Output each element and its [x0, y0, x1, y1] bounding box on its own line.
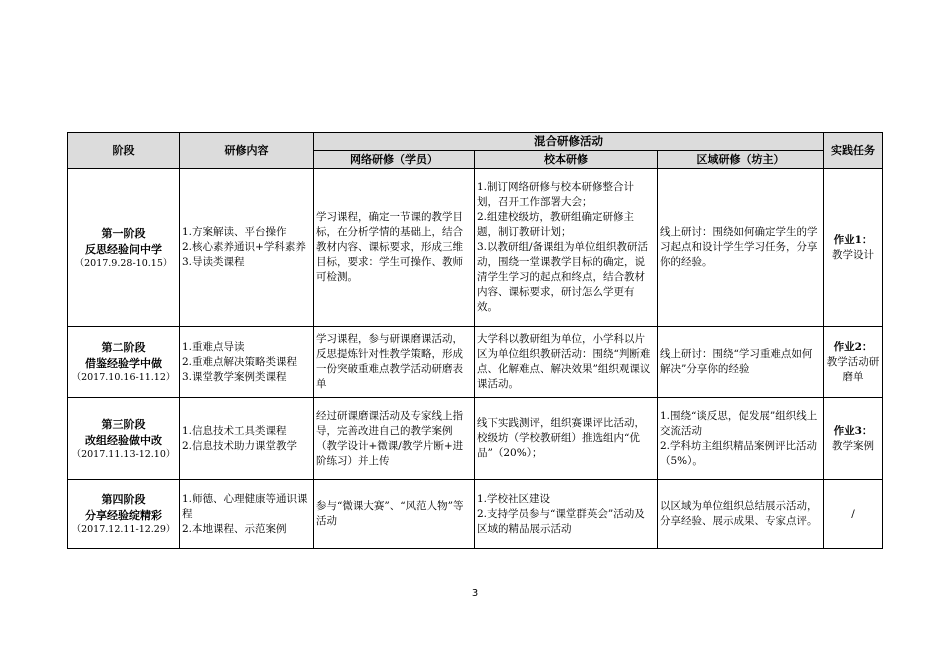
content-cell — [180, 169, 314, 327]
content-line: 1.方案解读、平台操作 — [182, 226, 287, 238]
header-content: 研修内容 — [180, 133, 314, 169]
task-name: / — [851, 507, 855, 520]
header-practice-task: 实践任务 — [824, 133, 883, 169]
page-number: 3 — [471, 588, 479, 599]
content-line: 2.本地课程、示范案例 — [182, 522, 287, 535]
stage-cell — [68, 398, 180, 480]
content-line: 2.核心素养通识+学科素养 — [182, 241, 306, 253]
stage-title: 第四阶段 — [101, 493, 146, 506]
online-cell: 学习课程，参与研课磨课活动，反思提炼针对性教学策略，形成一份突破重难点教学活动研磨表单 — [314, 327, 475, 398]
stage-title: 第二阶段 — [101, 341, 146, 354]
stage-title: 第三阶段 — [101, 417, 146, 431]
region-cell: 1.围绕“谈反思，促发展”组织线上交流活动 2.学科坊主组织精品案例评比活动（5%）。 — [658, 398, 824, 480]
school-line: 1.制订网络研修与校本研修整合计划，召开工作部署大会； — [477, 181, 635, 208]
content-cell — [180, 398, 314, 480]
header-online-training: 网络研修（学员） — [314, 151, 475, 169]
table-row — [68, 398, 883, 480]
online-cell: 学习课程，确定一节课的教学目标，在分析学情的基础上，结合教材内容、课标要求，形成三维目标，要求：学生可操作、教师可检测。 — [314, 169, 475, 327]
task-cell — [824, 169, 883, 327]
content-line: 1.信息技术工具类课程 — [182, 424, 287, 437]
header-school-training: 校本研修 — [475, 151, 658, 169]
table-row — [68, 327, 883, 398]
school-line: 2.组建校级坊，教研组确定研修主题，制订教研计划； — [477, 211, 635, 238]
stage-date: （2017.11.13-12.10） — [71, 448, 176, 460]
region-cell: 线上研讨：围绕“学习重难点如何解决”分享你的经验 — [658, 327, 824, 398]
header-stage: 阶段 — [68, 133, 180, 169]
content-line: 1.重难点导读 — [182, 340, 245, 353]
task-label: 作业2： — [833, 340, 873, 353]
school-line: 3.以教研组/备课组为单位组织教研活动，围绕一堂课教学目标的确定，说清学生学习的起点和终点，结合教材内容、课标要求，研讨怎么学更有效。 — [477, 241, 649, 313]
task-label: 作业1： — [833, 233, 873, 246]
task-name: 教学案例 — [832, 439, 875, 452]
stage-date: （2017.9.28-10.15） — [74, 257, 173, 269]
content-line: 2.重难点解决策略类课程 — [182, 355, 298, 368]
task-label: 作业3： — [833, 424, 873, 437]
stage-subtitle: 改组经验做中改 — [85, 433, 162, 447]
stage-subtitle: 借鉴经验学中做 — [85, 357, 162, 370]
school-cell — [475, 327, 658, 398]
stage-cell — [68, 327, 180, 398]
stage-subtitle: 分享经验绽精彩 — [85, 509, 162, 522]
school-line: 线下实践测评，组织赛课评比活动，校级坊（学校教研组）推选组内“优品”（20%）； — [477, 417, 645, 459]
stage-cell — [68, 480, 180, 549]
task-cell — [824, 398, 883, 480]
region-cell: 以区域为单位组织总结展示活动，分享经验、展示成果、专家点评。 — [658, 480, 824, 549]
content-line: 3.导读类课程 — [182, 256, 245, 268]
region-cell: 线上研讨：围绕如何确定学生的学习起点和设计学生学习任务，分享你的经验。 — [658, 169, 824, 327]
task-cell — [824, 480, 883, 549]
school-cell — [475, 169, 658, 327]
school-line: 2.支持学员参与“课堂群英会”活动及区域的精品展示活动 — [477, 507, 645, 535]
school-line: 大学科以教研组为单位，小学科以片区为单位组织教研活动：围绕“判断难点、化解难点、解决效果”组织观课议课活动。 — [477, 333, 651, 390]
task-name: 教学活动研磨单 — [826, 355, 880, 383]
online-cell: 参与“微课大赛”、“风范人物”等活动 — [314, 480, 475, 549]
school-cell — [475, 480, 658, 549]
task-cell — [824, 327, 883, 398]
stage-cell — [68, 169, 180, 327]
content-line: 3.课堂教学案例类课程 — [182, 370, 287, 383]
school-cell — [475, 398, 658, 480]
table-row — [68, 169, 883, 327]
content-line: 2.信息技术助力课堂教学 — [182, 439, 298, 452]
stage-date: （2017.10.16-11.12） — [71, 372, 176, 383]
table-row — [68, 480, 883, 549]
school-line: 1.学校社区建设 — [477, 492, 551, 505]
stage-date: （2017.12.11-12.29） — [71, 524, 176, 535]
content-line: 1.师德、心理健康等通识课程 — [182, 492, 308, 520]
content-cell — [180, 327, 314, 398]
task-name: 教学设计 — [832, 248, 875, 261]
stage-subtitle: 反思经验问中学 — [85, 242, 162, 256]
training-plan-table — [67, 132, 883, 549]
header-region-training: 区域研修（坊主） — [658, 151, 824, 169]
online-cell: 经过研课磨课活动及专家线上指导，完善改进自己的教学案例（教学设计+微课/教学片断+进阶练习）并上传 — [314, 398, 475, 480]
header-mixed-activities: 混合研修活动 — [314, 133, 824, 151]
stage-title: 第一阶段 — [101, 226, 146, 240]
content-cell — [180, 480, 314, 549]
